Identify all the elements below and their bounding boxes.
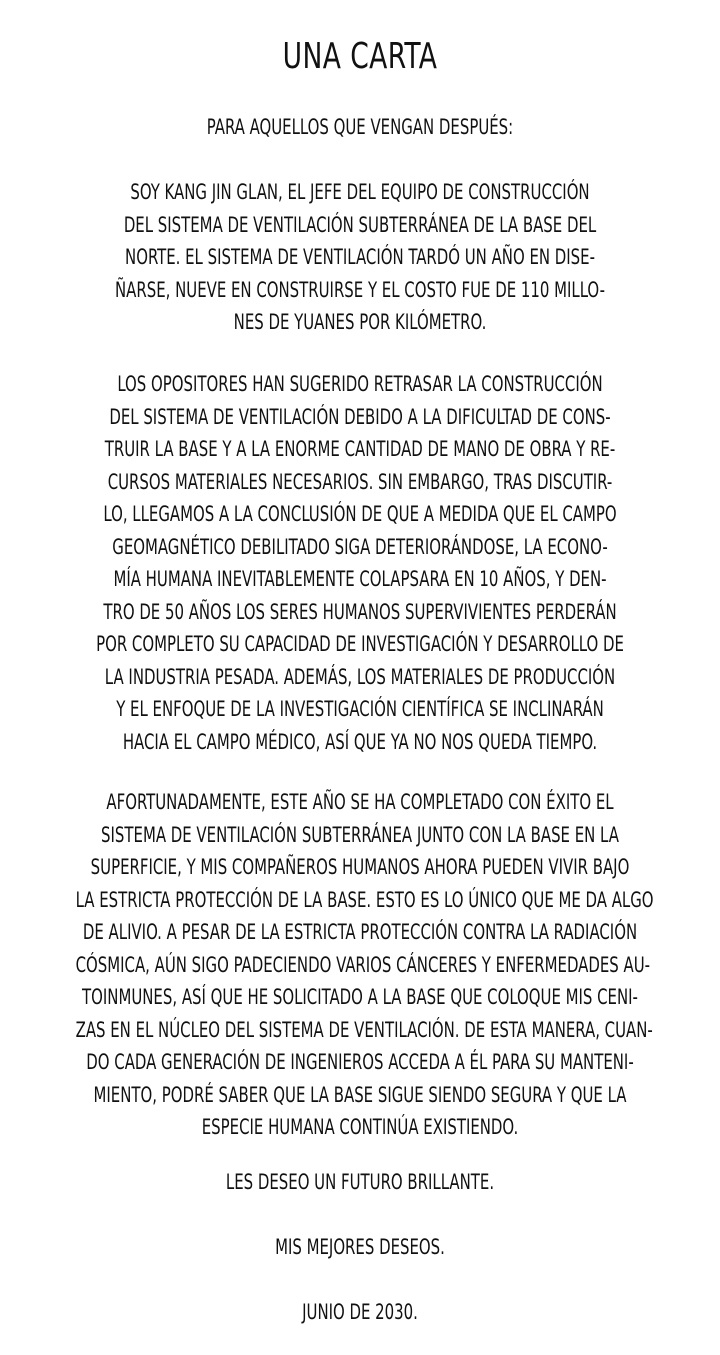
paragraph-line: TRO DE 50 AÑOS LOS SERES HUMANOS SUPERVIVIENTES PERDERÁN — [103, 599, 617, 624]
paragraph-line: TRUIR LA BASE Y A LA ENORME CANTIDAD DE MANO DE OBRA Y RE- — [104, 437, 616, 461]
letter-salutation: PARA AQUELLOS QUE VENGAN DESPUÉS: — [206, 115, 514, 139]
paragraph-line: CURSOS MATERIALES NECESARIOS. SIN EMBARGO, TRAS DISCUTIR- — [107, 469, 613, 494]
paragraph-line: SUPERFICIE, Y MIS COMPAÑEROS HUMANOS AHORA PUEDEN VIVIR BAJO — [90, 855, 630, 879]
paragraph-line: NORTE. EL SISTEMA DE VENTILACIÓN TARDÓ UN AÑO EN DISE- — [125, 245, 595, 269]
paragraph-line: SISTEMA DE VENTILACIÓN SUBTERRÁNEA JUNTO CON LA BASE EN LA — [101, 822, 619, 847]
paragraph-line: DE ALIVIO. A PESAR DE LA ESTRICTA PROTECCIÓN CONTRA LA RADIACIÓN — [82, 920, 638, 944]
paragraph-line: AFORTUNADAMENTE, ESTE AÑO SE HA COMPLETADO CON ÉXITO EL — [106, 790, 614, 814]
paragraph-line: ZAS EN EL NÚCLEO DEL SISTEMA DE VENTILACIÓN. DE ESTA MANERA, CUAN- — [75, 1017, 653, 1042]
closing-wish: LES DESEO UN FUTURO BRILLANTE. — [225, 1170, 495, 1194]
paragraph-2 — [0, 368, 720, 758]
paragraph-line: NES DE YUANES POR KILÓMETRO. — [233, 310, 487, 334]
paragraph-line: Y EL ENFOQUE DE LA INVESTIGACIÓN CIENTÍFICA SE INCLINARÁN — [116, 697, 604, 721]
paragraph-line: LA INDUSTRIA PESADA. ADEMÁS, LOS MATERIALES DE PRODUCCIÓN — [104, 664, 616, 689]
sign-off-block — [0, 1231, 720, 1264]
paragraph-line: MIENTO, PODRÉ SABER QUE LA BASE SIGUE SIENDO SEGURA Y QUE LA — [93, 1082, 627, 1107]
paragraph-line: LO, LLEGAMOS A LA CONCLUSIÓN DE QUE A MEDIDA QUE EL CAMPO — [103, 502, 617, 526]
paragraph-line: TOINMUNES, ASÍ QUE HE SOLICITADO A LA BASE QUE COLOQUE MIS CENI- — [82, 985, 638, 1009]
paragraph-line: ÑARSE, NUEVE EN CONSTRUIRSE Y EL COSTO FUE DE 110 MILLO- — [114, 277, 606, 302]
paragraph-line: MÍA HUMANA INEVITABLEMENTE COLAPSARA EN 10 AÑOS, Y DEN- — [113, 567, 607, 591]
paragraph-line: POR COMPLETO SU CAPACIDAD DE INVESTIGACIÓN Y DESARROLLO DE — [96, 632, 624, 656]
paragraph-line: HACIA EL CAMPO MÉDICO, ASÍ QUE YA NO NOS QUEDA TIEMPO. — [122, 729, 598, 754]
paragraph-line: ESPECIE HUMANA CONTINÚA EXISTIENDO. — [201, 1115, 519, 1139]
paragraph-line: LOS OPOSITORES HAN SUGERIDO RETRASAR LA CONSTRUCCIÓN — [117, 372, 603, 396]
paragraph-line: LA ESTRICTA PROTECCIÓN DE LA BASE. ESTO ES LO ÚNICO QUE ME DA ALGO — [75, 887, 654, 912]
paragraph-line: GEOMAGNÉTICO DEBILITADO SIGA DETERIORÁNDOSE, LA ECONO- — [112, 534, 608, 559]
paragraph-line: DEL SISTEMA DE VENTILACIÓN SUBTERRÁNEA DE LA BASE DEL — [123, 212, 597, 237]
letter-title: UNA CARTA — [282, 36, 438, 77]
letter-salutation-block — [0, 111, 720, 144]
paragraph-line: SOY KANG JIN GLAN, EL JEFE DEL EQUIPO DE CONSTRUCCIÓN — [130, 180, 590, 204]
paragraph-3 — [0, 786, 720, 1144]
paragraph-line: DO CADA GENERACIÓN DE INGENIEROS ACCEDA A ÉL PARA SU MANTENI- — [86, 1050, 634, 1074]
letter-date: JUNIO DE 2030. — [302, 1300, 418, 1324]
paragraph-line: CÓSMICA, AÚN SIGO PADECIENDO VARIOS CÁNCERES Y ENFERMEDADES AU- — [75, 952, 651, 977]
paragraph-1 — [0, 176, 720, 339]
closing-wish-block — [0, 1166, 720, 1199]
sign-off: MIS MEJORES DESEOS. — [275, 1235, 445, 1259]
date-block — [0, 1296, 720, 1329]
paragraph-line: DEL SISTEMA DE VENTILACIÓN DEBIDO A LA DIFICULTAD DE CONS- — [109, 404, 611, 429]
